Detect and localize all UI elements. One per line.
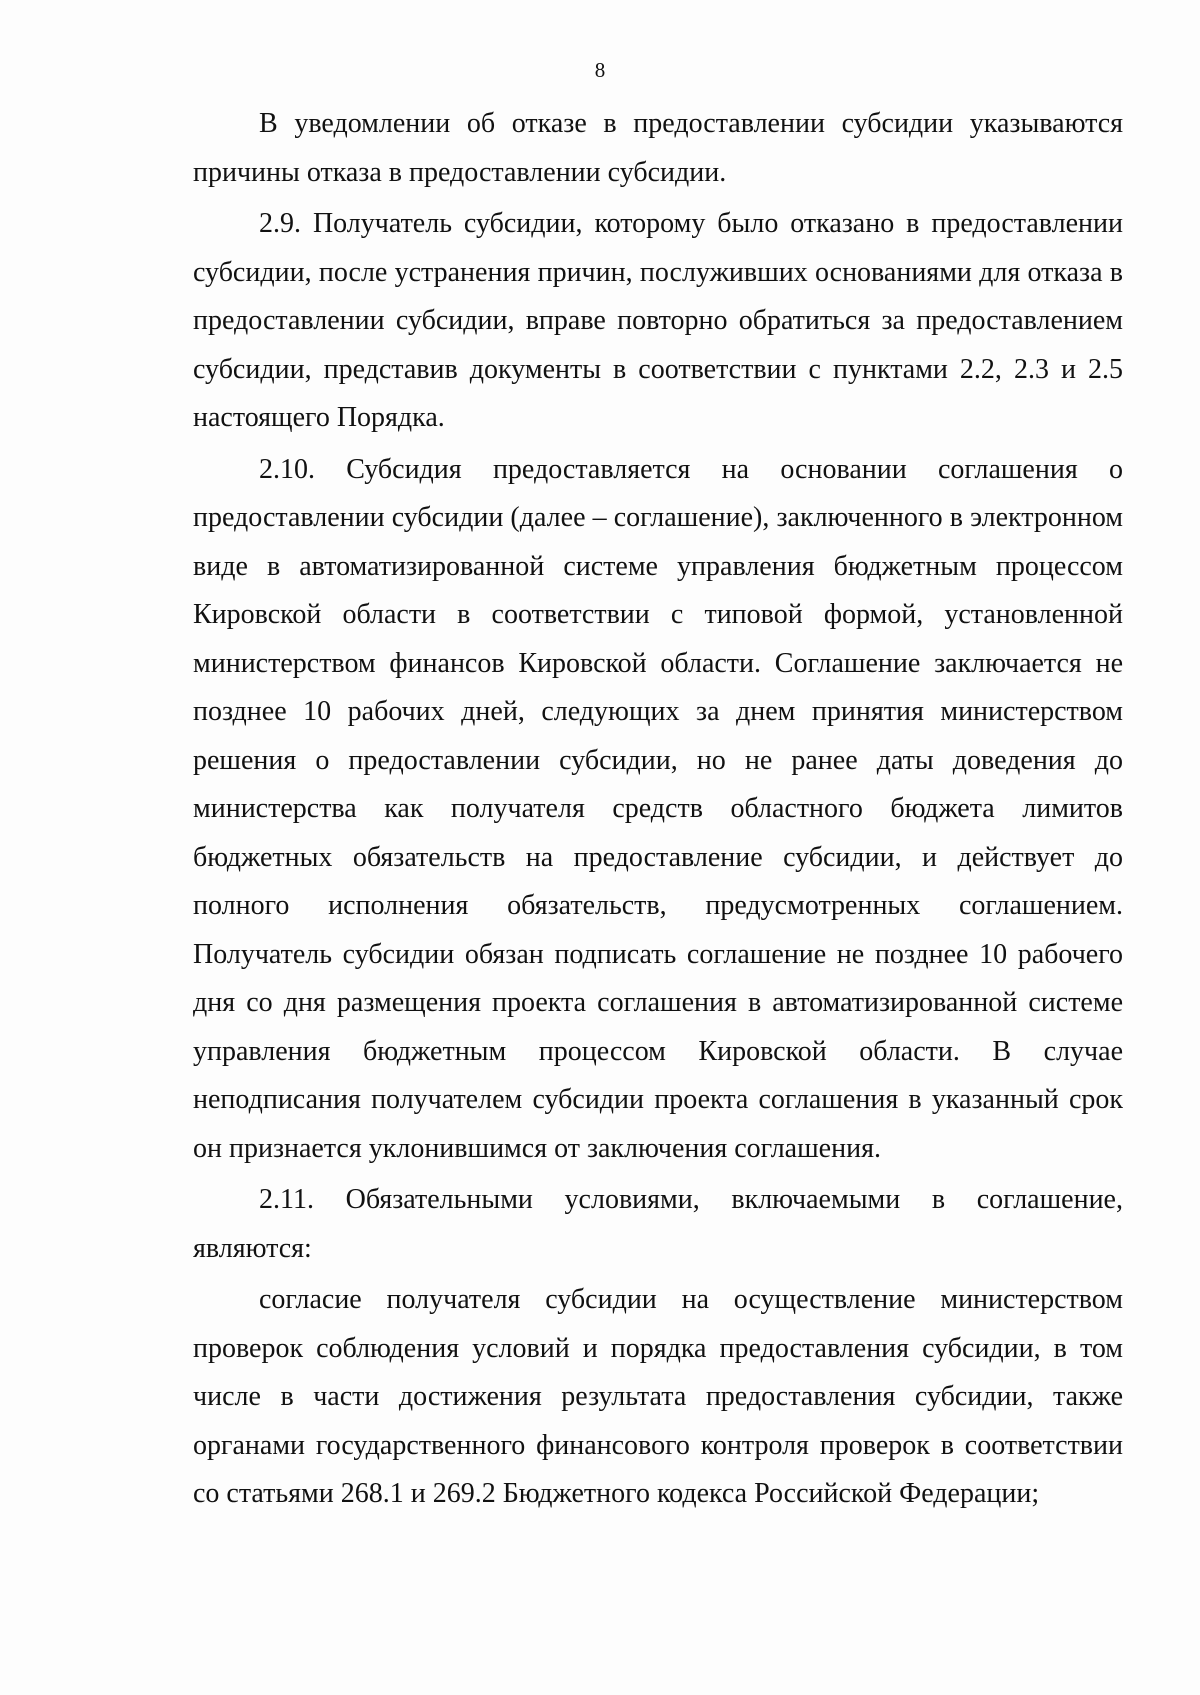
page-number: 8	[594, 58, 606, 82]
paragraph-consent-condition: согласие получателя субсидии на осуществление министерством проверок соблюдения условий и порядка предоставления субсидии, в том числе в части достижения результата предоставления субсидии, также органами государственного финансового контроля проверок в соответствии со статьями 268.1 и 269.2 Бюджетного кодекса Российской Федерации;	[193, 1284, 1123, 1509]
paragraph-2-9: 2.9. Получатель субсидии, которому было отказано в предоставлении субсидии, после устранения причин, послуживших основаниями для отказа в предоставлении субсидии, вправе повторно обратиться за предоставлением субсидии, представив документы в соответствии с пунктами 2.2, 2.3 и 2.5 настоящего Порядка.	[193, 208, 1123, 433]
paragraph-2-10: 2.10. Субсидия предоставляется на основании соглашения о предоставлении субсидии (далее – соглашение), заключенного в электронном виде в автоматизированной системе управления бюджетным процессом Кировской области в соответствии с типовой формой, установленной министерством финансов Кировской области. Соглашение заключается не позднее 10 рабочих дней, следующих за днем принятия министерством решения о предоставлении субсидии, но не ранее даты доведения до министерства как получателя средств областного бюджета лимитов бюджетных обязательств на предоставление субсидии, и действует до полного исполнения обязательств, предусмотренных соглашением. Получатель субсидии обязан подписать соглашение не позднее 10 рабочего дня со дня размещения проекта соглашения в автоматизированной системе управления бюджетным процессом Кировской области. В случае неподписания получателем субсидии проекта соглашения в указанный срок он признается уклонившимся от заключения соглашения.	[193, 453, 1123, 1164]
paragraph-refusal-notice: В уведомлении об отказе в предоставлении субсидии указываются причины отказа в предоставлении субсидии.	[193, 108, 1123, 188]
document-body	[193, 100, 1123, 1519]
paragraph-2-11: 2.11. Обязательными условиями, включаемыми в соглашение, являются:	[193, 1184, 1123, 1264]
